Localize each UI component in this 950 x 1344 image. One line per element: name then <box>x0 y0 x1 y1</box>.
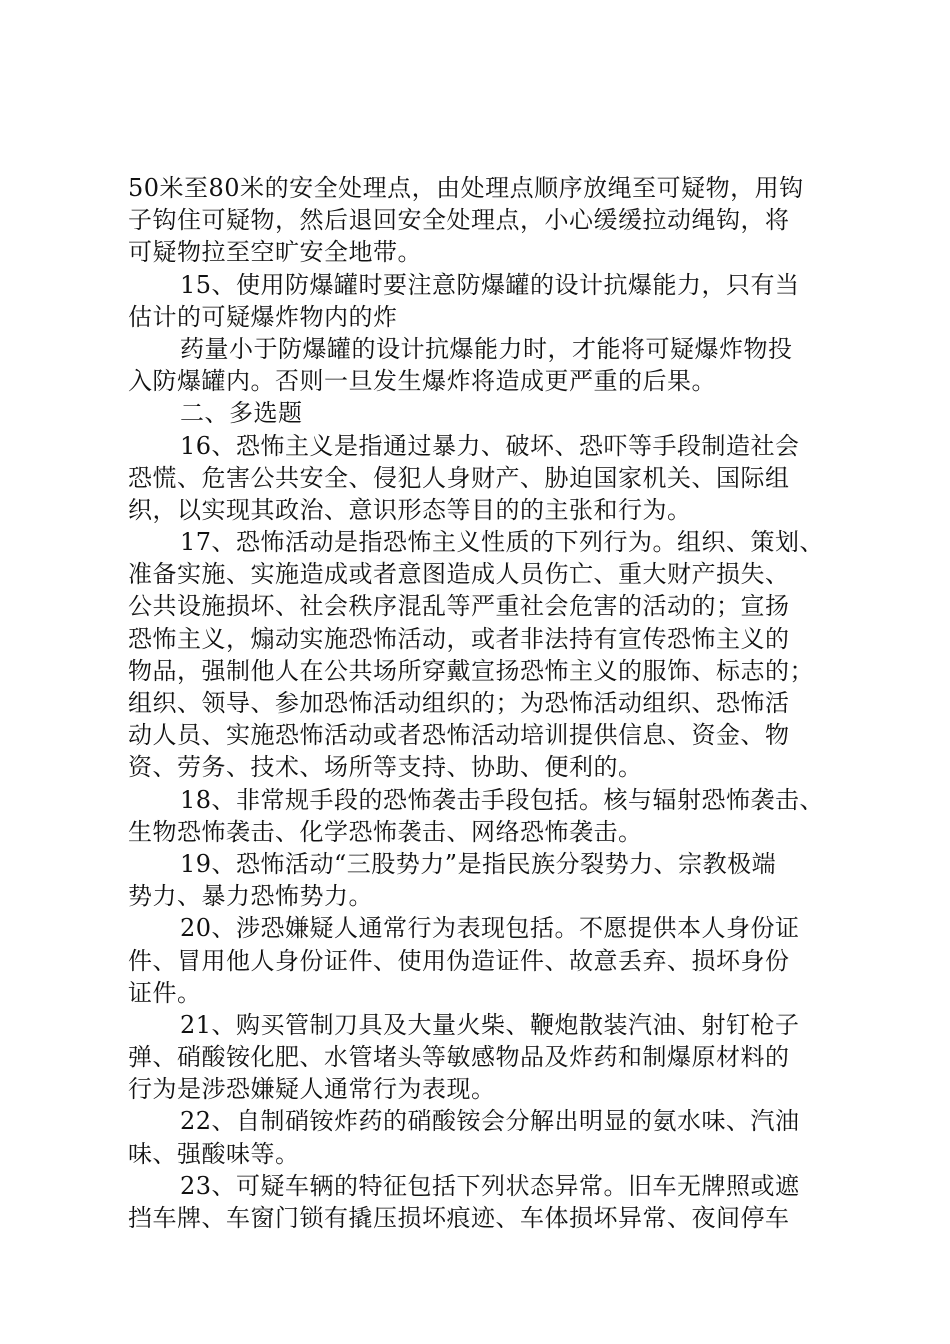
text-line: 二、多选题 <box>180 399 303 428</box>
text-line: 20、涉恐嫌疑人通常行为表现包括。不愿提供本人身份证 <box>180 914 800 943</box>
text-line: 生物恐怖袭击、化学恐怖袭击、网络恐怖袭击。 <box>128 817 643 846</box>
text-line: 50米至80米的安全处理点，由处理点顺序放绳至可疑物，用钩 <box>128 174 804 202</box>
text-line: 恐慌、危害公共安全、侵犯人身财产、胁迫国家机关、国际组 <box>128 463 790 492</box>
text-line: 23、可疑车辆的特征包括下列状态异常。旧车无牌照或遮 <box>180 1171 800 1200</box>
text-line: 动人员、实施恐怖活动或者恐怖活动培训提供信息、资金、物 <box>128 721 790 750</box>
text-line: 弹、硝酸铵化肥、水管堵头等敏感物品及炸药和制爆原材料的 <box>128 1043 790 1072</box>
text-line: 恐怖主义，煽动实施恐怖活动，或者非法持有宣传恐怖主义的 <box>128 624 790 653</box>
text-line: 19、恐怖活动“三股势力”是指民族分裂势力、宗教极端 <box>180 849 777 878</box>
text-line: 22、自制硝铵炸药的硝酸铵会分解出明显的氨水味、汽油 <box>180 1107 800 1136</box>
text-line: 挡车牌、车窗门锁有撬压损坏痕迹、车体损坏异常、夜间停车 <box>128 1204 790 1232</box>
text-line: 18、非常规手段的恐怖袭击手段包括。核与辐射恐怖袭击、 <box>180 785 825 814</box>
text-line: 药量小于防爆罐的设计抗爆能力时，才能将可疑爆炸物投 <box>180 334 793 363</box>
text-line: 行为是涉恐嫌疑人通常行为表现。 <box>128 1075 496 1104</box>
text-line: 16、恐怖主义是指通过暴力、破坏、恐吓等手段制造社会 <box>180 431 800 460</box>
text-line: 21、购买管制刀具及大量火柴、鞭炮散装汽油、射钉枪子 <box>180 1010 800 1039</box>
text-line: 势力、暴力恐怖势力。 <box>128 882 373 911</box>
text-line: 入防爆罐内。否则一旦发生爆炸将造成更严重的后果。 <box>128 367 716 396</box>
text-line: 可疑物拉至空旷安全地带。 <box>128 238 422 267</box>
text-line: 件、冒用他人身份证件、使用伪造证件、故意丢弃、损坏身份 <box>128 946 790 975</box>
text-line: 织，以实现其政治、意识形态等目的的主张和行为。 <box>128 495 692 524</box>
text-line: 味、强酸味等。 <box>128 1139 300 1168</box>
text-line: 子钩住可疑物，然后退回安全处理点，小心缓缓拉动绳钩，将 <box>128 206 790 235</box>
document-body <box>128 172 838 1234</box>
text-line: 组织、领导、参加恐怖活动组织的；为恐怖活动组织、恐怖活 <box>128 689 790 717</box>
text-line: 物品，强制他人在公共场所穿戴宣扬恐怖主义的服饰、标志的； <box>128 656 814 685</box>
text-line: 证件。 <box>128 978 202 1007</box>
text-line: 公共设施损坏、社会秩序混乱等严重社会危害的活动的；宣扬 <box>128 592 790 621</box>
text-line: 估计的可疑爆炸物内的炸 <box>128 302 398 331</box>
text-line: 资、劳务、技术、场所等支持、协助、便利的。 <box>128 753 643 782</box>
text-line: 17、恐怖活动是指恐怖主义性质的下列行为。组织、策划、 <box>180 528 825 557</box>
text-line: 准备实施、实施造成或者意图造成人员伤亡、重大财产损失、 <box>128 560 790 589</box>
text-line: 15、使用防爆罐时要注意防爆罐的设计抗爆能力，只有当 <box>180 270 800 299</box>
